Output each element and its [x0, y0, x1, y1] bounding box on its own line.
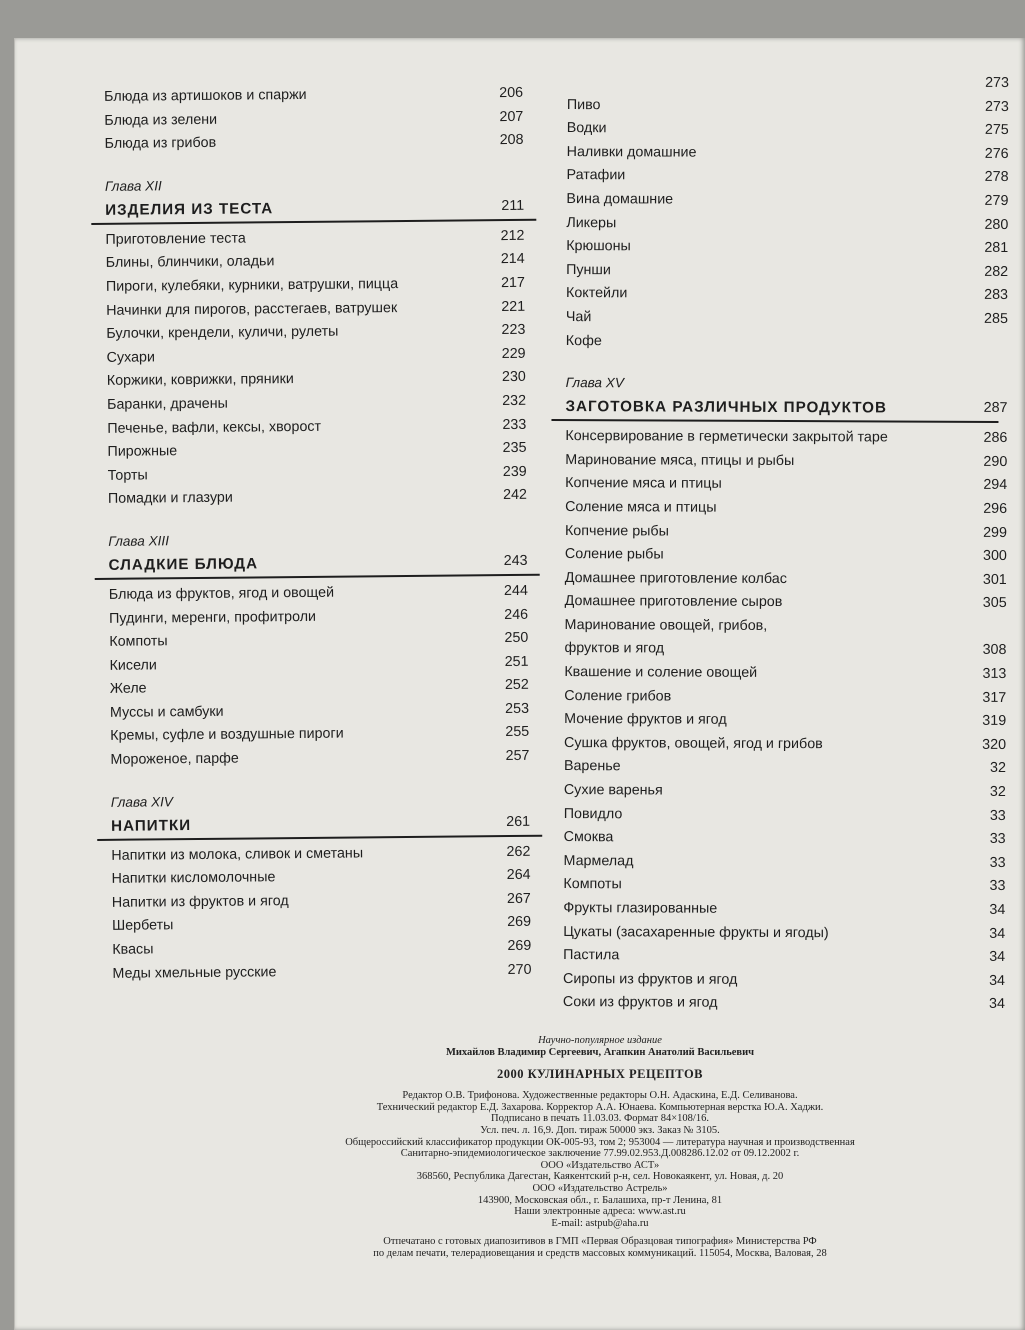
- toc-entry: [550, 732, 1007, 758]
- toc-right-column: [549, 70, 1009, 1017]
- chapter-label: Глава XII: [104, 178, 162, 194]
- toc-entry-page: 290: [983, 453, 1008, 470]
- spacer: [300, 1229, 900, 1236]
- chapter-title: НАПИТКИ: [111, 816, 192, 835]
- toc-entry: [551, 519, 1008, 545]
- toc-entry: [551, 543, 1007, 569]
- toc-entry-title: Пунши: [566, 261, 611, 279]
- toc-entry-page: 269: [507, 937, 532, 955]
- toc-entry-page: 273: [984, 98, 1009, 115]
- toc-entry-page: 34: [989, 901, 1006, 918]
- toc-entry-title: Блюда из артишоков и спаржи: [104, 86, 307, 105]
- toc-entry-page: 275: [984, 122, 1009, 139]
- toc-entry: [553, 94, 1009, 120]
- toc-entry-title: Соление мяса и птицы: [565, 498, 717, 516]
- toc-entry-page: 317: [982, 689, 1007, 706]
- toc-entry-title: Коктейли: [565, 285, 628, 302]
- toc-entry-title: Печенье, вафли, кексы, хворост: [107, 418, 322, 437]
- toc-entry-title: Напитки кисломолочные: [111, 869, 276, 888]
- chapter-title: СЛАДКИЕ БЛЮДА: [108, 555, 259, 574]
- imprint-signed: Подписано в печать 11.03.03. Формат 84×108/16.: [491, 1113, 709, 1125]
- toc-entry: [549, 968, 1006, 994]
- toc-entry-page: 283: [984, 287, 1009, 304]
- toc-entry-title: Ликеры: [566, 214, 617, 231]
- toc-entry-title: Консервирование в герметически закрытой таре: [565, 428, 888, 446]
- chapter-label: Глава XIII: [108, 533, 170, 549]
- toc-entry: [553, 117, 1009, 143]
- toc-entry-page: 257: [505, 747, 530, 765]
- chapter-label: Глава XIV: [110, 793, 174, 810]
- toc-entry-page: 280: [984, 216, 1009, 233]
- toc-entry-page: 305: [982, 595, 1007, 612]
- toc-entry-page: 235: [502, 439, 527, 457]
- imprint-address-1: 368560, Республика Дагестан, Каякентский р-н, сел. Новокаякент, ул. Новая, д. 20: [416, 1171, 784, 1183]
- toc-entry-page: 300: [982, 547, 1007, 565]
- chapter-heading: [94, 549, 539, 580]
- toc-entry-title: Квашение и соление овощей: [564, 664, 758, 681]
- toc-entry-page: 32: [989, 783, 1006, 801]
- toc-entry: [90, 129, 535, 157]
- toc-entry-page: 33: [989, 807, 1006, 824]
- toc-entry-title: Сиропы из фруктов и ягод: [562, 970, 738, 988]
- chapter-heading: [97, 809, 542, 840]
- toc-entry-title: Компоты: [563, 876, 622, 893]
- toc-entry-page: 212: [500, 227, 525, 244]
- toc-entry-title: Кремы, суфле и воздушные пироги: [110, 726, 344, 745]
- toc-entry-title: Блюда из грибов: [104, 134, 217, 153]
- toc-entry: [550, 779, 1006, 805]
- imprint-publisher-1: ООО «Издательство АСТ»: [540, 1159, 660, 1171]
- toc-entry-title: Блюда из фруктов, ягод и овощей: [108, 584, 335, 603]
- toc-entry-page: 246: [504, 606, 529, 623]
- toc-entry: [94, 484, 539, 512]
- toc-entry-title: Вина домашние: [566, 191, 674, 208]
- toc-entry-page: 313: [982, 665, 1007, 683]
- toc-entry-title: Баранки, драчены: [106, 395, 228, 413]
- spacer: [300, 1083, 900, 1090]
- toc-entry-page: 232: [502, 392, 527, 409]
- toc-entry-title: Сухие варенья: [563, 782, 663, 799]
- toc-entry-page: 34: [989, 925, 1006, 942]
- toc-entry: [550, 803, 1006, 829]
- toc-entry-title: Коржики, коврижки, пряники: [106, 371, 294, 390]
- chapter-heading: [91, 194, 536, 225]
- imprint-authors: Михайлов Владимир Сергеевич, Агапкин Анатолий Васильевич: [445, 1046, 755, 1058]
- toc-entry-title: Соки из фруктов и ягод: [562, 994, 718, 1012]
- toc-entry-title: Сушка фруктов, овощей, ягод и грибов: [564, 734, 823, 753]
- toc-entry: [96, 745, 541, 773]
- imprint-printed-1: Отпечатано с готовых диапозитивов в ГМП «Первая Образцовая типография» Министерства РФ: [383, 1236, 817, 1248]
- toc-entry: [552, 188, 1009, 214]
- toc-entry-page: 229: [501, 345, 526, 362]
- toc-entry-title: Напитки из фруктов и ягод: [111, 892, 289, 911]
- toc-entry-page: 223: [501, 321, 526, 339]
- toc-entry-page: 262: [506, 843, 531, 860]
- toc-entry: [550, 826, 1006, 852]
- toc-entry-title: Соление грибов: [564, 687, 672, 705]
- toc-entry-title: Блины, блинчики, оладьи: [105, 253, 275, 272]
- toc-entry-title: Кисели: [109, 657, 157, 674]
- toc-entry-page: 301: [982, 571, 1007, 588]
- toc-entry: [549, 850, 1006, 876]
- imprint-block: [300, 1035, 900, 1260]
- toc-entry-page: 286: [983, 430, 1008, 447]
- toc-entry: [549, 921, 1006, 947]
- toc-entry-title: Мочение фруктов и ягод: [564, 711, 727, 729]
- toc-entry: [550, 685, 1007, 711]
- toc-entry-page: 34: [989, 949, 1006, 966]
- imprint-web: Наши электронные адреса: www.ast.ru: [514, 1206, 686, 1218]
- toc-entry-page: 253: [505, 700, 530, 717]
- chapter-title: ИЗДЕЛИЯ ИЗ ТЕСТА: [105, 200, 274, 219]
- toc-entry-title: Напитки из молока, сливок и сметаны: [111, 845, 364, 864]
- toc-entry-title: Пудинги, меренги, профитроли: [109, 608, 317, 627]
- chapter-title: ЗАГОТОВКА РАЗЛИЧНЫХ ПРОДУКТОВ: [565, 398, 887, 417]
- toc-entry-page: 264: [506, 867, 531, 884]
- toc-entry: [98, 958, 543, 986]
- imprint-sanitary: Санитарно-эпидемиологическое заключение 77.99.02.953.Д.008286.12.02 от 09.12.2002 г.: [400, 1148, 800, 1160]
- toc-entry-page: 267: [506, 890, 531, 907]
- toc-entry-page: 279: [984, 192, 1009, 209]
- toc-entry-title: Желе: [109, 680, 147, 698]
- toc-entry-title: Сухари: [106, 349, 156, 366]
- toc-entry-title: Фрукты глазированные: [563, 900, 718, 917]
- toc-entry: [549, 873, 1006, 899]
- imprint-address-2: 143900, Московская обл., г. Балашиха, пр-т Ленина, 81: [477, 1194, 723, 1206]
- toc-entry-title: Приготовление теста: [105, 230, 246, 248]
- toc-entry: [551, 590, 1007, 616]
- toc-entry-page: 250: [504, 629, 529, 647]
- toc-entry: [552, 164, 1009, 190]
- toc-entry-title: Мармелад: [563, 852, 634, 870]
- spacer: [300, 1058, 900, 1065]
- toc-entry-page: 33: [989, 878, 1006, 895]
- toc-entry: [550, 708, 1007, 734]
- toc-entry-title: Цукаты (засахаренные фрукты и ягоды): [563, 923, 829, 941]
- chapter-page: 211: [501, 197, 525, 214]
- toc-entry-title: Домашнее приготовление сыров: [564, 593, 783, 611]
- toc-entry-page: 34: [989, 972, 1006, 989]
- toc-entry-page: 206: [499, 84, 524, 102]
- chapter-page: 287: [983, 400, 1008, 417]
- toc-entry-title: Варенье: [563, 758, 621, 775]
- toc-entry-title: Булочки, крендели, куличи, рулеты: [106, 323, 339, 343]
- toc-left-column: [90, 82, 544, 986]
- toc-entry-title: Пастила: [563, 947, 620, 964]
- toc-entry-title: Торты: [107, 467, 148, 484]
- toc-entry: [549, 897, 1006, 923]
- toc-entry-title: Кофе: [565, 332, 602, 349]
- toc-entry: [551, 425, 1008, 451]
- chapter-label: Глава XV: [565, 375, 624, 391]
- toc-entry-page: 239: [502, 463, 527, 480]
- toc-entry-page: 285: [984, 310, 1008, 327]
- toc-entry-page: 255: [505, 724, 530, 741]
- toc-entry: [552, 259, 1009, 285]
- toc-entry: [551, 567, 1007, 593]
- toc-entry-page: 214: [500, 251, 525, 268]
- toc-entry: [553, 141, 1009, 167]
- toc-entry: [552, 282, 1009, 308]
- toc-entry-page: 207: [499, 108, 524, 125]
- toc-entry-page: 217: [500, 274, 525, 292]
- toc-entry-title: Муссы и самбуки: [109, 703, 224, 721]
- imprint-email: E-mail: astpub@aha.ru: [551, 1217, 649, 1229]
- toc-entry-page: 244: [503, 582, 528, 599]
- toc-entry-title: Маринование овощей, грибов,: [564, 616, 768, 634]
- toc-entry-page: 281: [984, 240, 1009, 257]
- toc-entry-title: фруктов и ягод: [564, 640, 665, 657]
- toc-entry-title: Пирожные: [107, 443, 178, 460]
- toc-entry: [551, 496, 1008, 522]
- toc-entry: [551, 472, 1008, 498]
- toc-entry-title: Соление рыбы: [564, 546, 664, 563]
- toc-entry-title: Водки: [566, 120, 607, 137]
- toc-entry: [552, 330, 999, 356]
- toc-entry: [553, 70, 1009, 96]
- toc-entry-page: 294: [983, 477, 1008, 494]
- toc-entry: [550, 637, 1007, 663]
- toc-entry-title: Пиво: [566, 96, 601, 113]
- chapter-heading: [551, 394, 1008, 423]
- toc-entry-title: Крюшоны: [566, 238, 631, 255]
- toc-entry-page: 282: [984, 263, 1009, 280]
- toc-entry-page: 221: [501, 298, 526, 315]
- imprint-book-title: 2000 КУЛИНАРНЫХ РЕЦЕПТОВ: [496, 1067, 704, 1082]
- toc-entry-title: Домашнее приготовление колбас: [564, 569, 787, 587]
- toc-entry-title: Копчение мяса и птицы: [565, 475, 722, 493]
- toc-entry-title: Меды хмельные русские: [112, 963, 277, 982]
- toc-entry-page: 252: [504, 677, 529, 694]
- toc-entry-title: Чай: [565, 308, 592, 326]
- toc-entry-title: Мороженое, парфе: [110, 750, 239, 768]
- toc-entry-page: 296: [983, 500, 1008, 517]
- toc-entry-title: Маринование мяса, птицы и рыбы: [565, 451, 795, 469]
- toc-entry: [549, 944, 1006, 970]
- toc-entry-page: 242: [503, 487, 528, 504]
- toc-entry-title: Ратафии: [566, 167, 626, 184]
- toc-entry-title: Помадки и глазури: [107, 489, 233, 508]
- toc-entry-page: 33: [989, 831, 1006, 848]
- imprint-genre: Научно-популярное издание: [538, 1035, 662, 1046]
- toc-entry-page: 319: [982, 713, 1007, 730]
- imprint-publisher-2: ООО «Издательство Астрель»: [532, 1182, 668, 1194]
- toc-entry-page: 233: [502, 416, 527, 433]
- toc-entry: [550, 661, 1007, 687]
- toc-entry-title: Копчение рыбы: [564, 522, 669, 540]
- toc-entry-page: 299: [983, 524, 1008, 541]
- toc-entry-title: Квасы: [112, 941, 154, 958]
- toc-entry-title: Наливки домашние: [566, 143, 697, 161]
- toc-entry-page: 308: [982, 642, 1007, 659]
- toc-entry-title: Пироги, кулебяки, курники, ватрушки, пицца: [105, 276, 399, 295]
- toc-entry: [551, 449, 1008, 475]
- imprint-print-info: Усл. печ. л. 16,9. Доп. тираж 50000 экз. Заказ № 3105.: [480, 1124, 720, 1136]
- toc-entry: [552, 306, 1008, 332]
- toc-entry: [552, 235, 1009, 261]
- toc-entry-title: Начинки для пирогов, расстегаев, ватрушек: [106, 299, 398, 319]
- toc-entry-page: 269: [507, 914, 532, 931]
- imprint-classifier: Общероссийский классификатор продукции ОК-005-93, том 2; 953004 — литература научная и производственная: [345, 1136, 855, 1148]
- toc-entry-page: 230: [501, 369, 526, 386]
- toc-entry-page: 278: [984, 169, 1009, 186]
- imprint-tech-editor: Технический редактор Е.Д. Захарова. Корректор А.А. Юнаева. Компьютерная верстка Ю.А. Хаджи.: [376, 1101, 824, 1113]
- toc-entry-title: Блюда из зелени: [104, 111, 218, 129]
- toc-entry-title: Шербеты: [111, 917, 174, 935]
- toc-entry-title: Смоква: [563, 829, 614, 846]
- toc-entry-page: 273: [985, 74, 1009, 91]
- toc-entry: [550, 755, 1006, 781]
- imprint-editors: Редактор О.В. Трифонова. Художественные редакторы О.Н. Адаскина, Е.Д. Селиванова.: [402, 1090, 798, 1102]
- toc-entry-page: 33: [989, 854, 1006, 871]
- toc-entry-page: 251: [504, 653, 529, 670]
- imprint-printed-2: по делам печати, телерадиовещания и средств массовых коммуникаций. 115054, Москва, Валовая, 28: [373, 1247, 827, 1259]
- toc-entry-page: 320: [982, 736, 1007, 753]
- toc-entry-page: 270: [507, 961, 532, 978]
- toc-entry-page: 32: [990, 760, 1006, 777]
- toc-entry-title: Повидло: [563, 805, 623, 822]
- toc-entry: [551, 614, 998, 640]
- toc-entry-page: 34: [988, 996, 1005, 1013]
- toc-entry-title: Компоты: [109, 633, 168, 650]
- chapter-page: 261: [506, 813, 531, 830]
- toc-entry-page: 208: [499, 132, 524, 149]
- toc-entry: [549, 991, 1005, 1017]
- toc-entry: [552, 212, 1009, 238]
- toc-entry-page: 276: [984, 145, 1009, 162]
- chapter-page: 243: [503, 552, 528, 569]
